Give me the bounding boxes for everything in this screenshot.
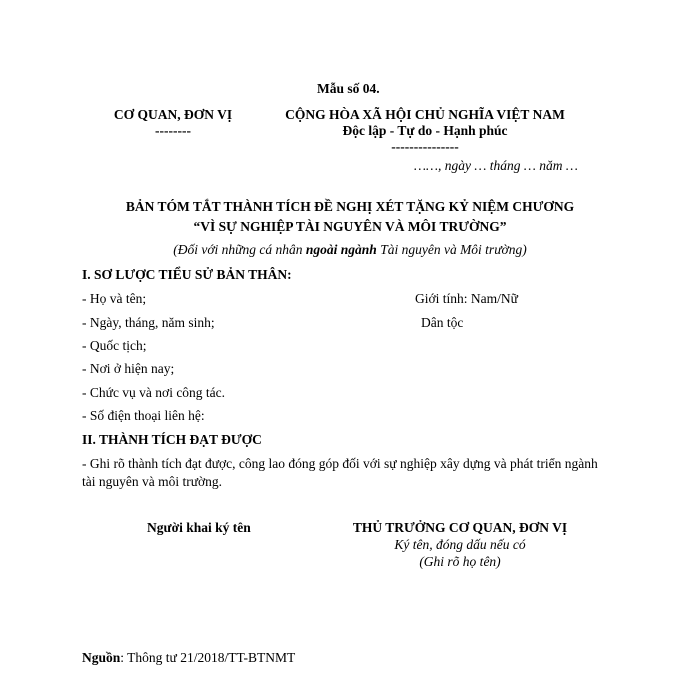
achievement-text: - Ghi rõ thành tích đạt được, công lao đóng góp đối với sự nghiệp xây dựng và phát triển ngành [82, 456, 598, 471]
head-signature-note: Ký tên, đóng dấu nếu có [394, 537, 526, 552]
field-gender: Giới tính: Nam/Nữ [415, 291, 518, 306]
field-phone: - Số điện thoại liên hệ: [82, 408, 205, 423]
national-motto: Độc lập - Tự do - Hạnh phúc [342, 123, 508, 138]
form-number: Mẫu số 04. [317, 81, 380, 96]
section1-heading: I. SƠ LƯỢC TIỂU SỬ BẢN THÂN: [82, 267, 292, 282]
document-title: BẢN TÓM TẮT THÀNH TÍCH ĐỀ NGHỊ XÉT TẶNG KỶ NIỆM CHƯƠNG [125, 199, 575, 214]
field-position: - Chức vụ và nơi công tác. [82, 385, 226, 400]
head-name-note: (Ghi rõ họ tên) [419, 554, 501, 569]
field-dob: - Ngày, tháng, năm sinh; [82, 315, 215, 330]
declarant-signature: Người khai ký tên [147, 520, 251, 535]
field-full-name: - Họ và tên; [82, 291, 147, 306]
field-residence: - Nơi ở hiện nay; [82, 361, 175, 376]
document-subtitle: (Đối với những cá nhân ngoài ngành Tài nguyên và Môi trường) [173, 242, 527, 257]
motto-divider: --------------- [391, 139, 459, 154]
date-line: ……, ngày … tháng … năm … [414, 158, 578, 173]
agency-name: CƠ QUAN, ĐƠN VỊ [113, 107, 233, 122]
section2-heading: II. THÀNH TÍCH ĐẠT ĐƯỢC [82, 432, 262, 447]
field-ethnicity: Dân tộc [421, 315, 464, 330]
document-title-line2: “VÌ SỰ NGHIỆP TÀI NGUYÊN VÀ MÔI TRƯỜNG” [193, 219, 507, 234]
head-of-agency-title: THỦ TRƯỞNG CƠ QUAN, ĐƠN VỊ [352, 520, 568, 535]
source-note: Nguồn: Thông tư 21/2018/TT-BTNMT [82, 650, 296, 665]
country-name: CỘNG HÒA XÃ HỘI CHỦ NGHĨA VIỆT NAM [285, 107, 565, 122]
achievement-text-line2: tài nguyên và môi trường. [82, 474, 223, 489]
field-nationality: - Quốc tịch; [82, 338, 147, 353]
agency-divider: -------- [155, 123, 191, 138]
